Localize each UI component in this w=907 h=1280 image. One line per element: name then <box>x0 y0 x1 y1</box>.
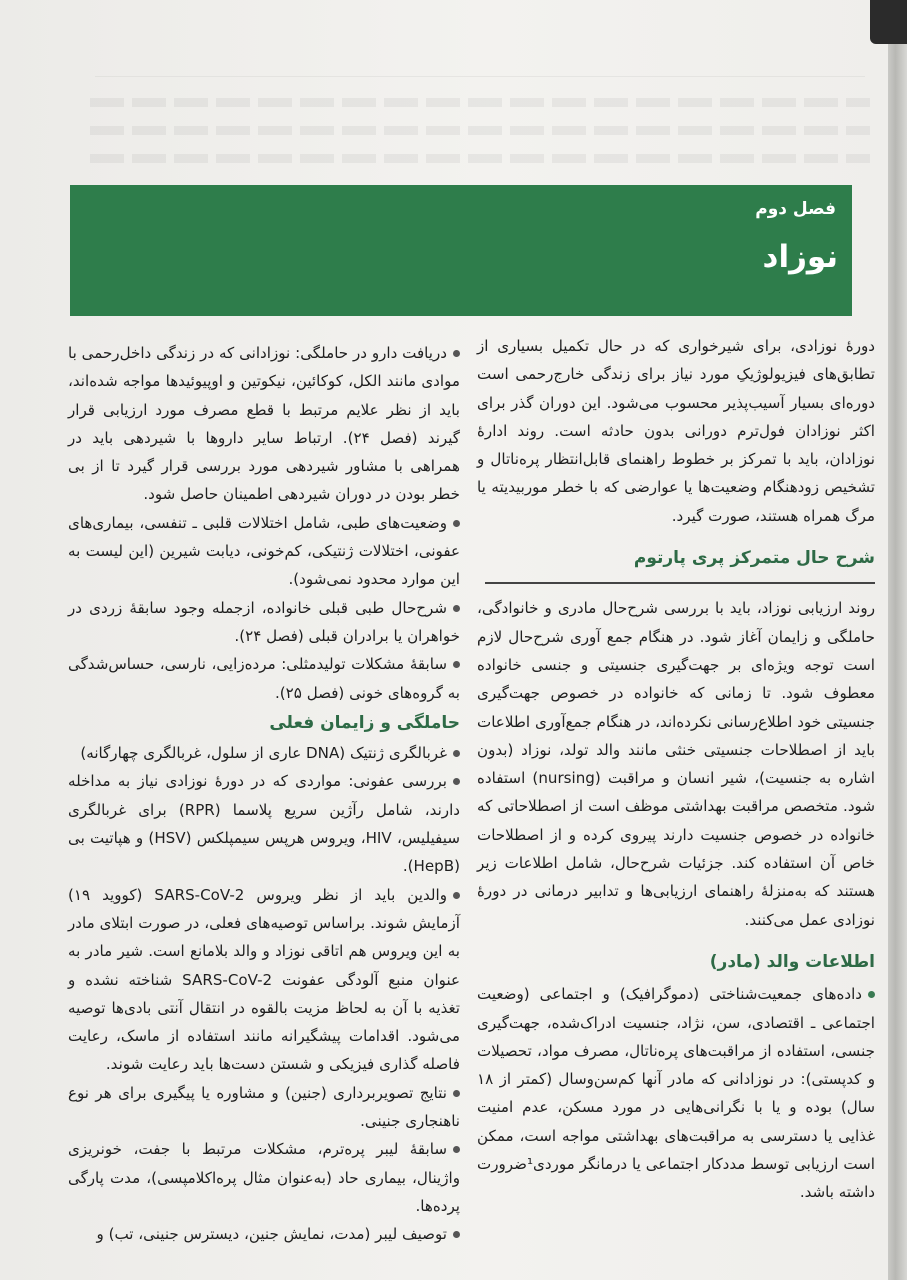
bleed-through-text <box>90 126 870 135</box>
left-column <box>68 339 460 1249</box>
bullet-icon <box>453 520 460 527</box>
bullet-text: وضعیت‌های طبی، شامل اختلالات قلبی ـ تنفسی، بیماری‌های عفونی، اختلالات ژنتیکی، کم‌خونی، دیابت شیرین (این لیست به این موارد محدود نمی‌شود). <box>68 513 460 589</box>
bullet-icon <box>453 1146 460 1153</box>
bullet-item <box>68 1079 460 1136</box>
bullet-icon <box>453 350 460 357</box>
perinatal-paragraph: روند ارزیابی نوزاد، باید با بررسی شرح‌حال مادری و خانوادگی، حاملگی و زایمان آغاز شود. در هنگام جمع آوری شرح‌حال لازم است توجه ویژه‌ای بر جهت‌گیری جنسیتی و جنسی خانواده معطوف شود. تا زمانی که خانواده در خصوص جهت‌گیری جنسیتی خود اطلاع‌رسانی نکرده‌اند، در هنگام جمع‌آوری اطلاعات باید از اصطلاحات جنسیتی خنثی مانند والد تولد، نوزاد (بدون اشاره به جنسیت)، شیر انسان و مراقبت (nursing) استفاده شود. متخصص مراقبت بهداشتی موظف است از اصطلاحاتی که خانواده در خصوص جنسیت دارند پیروی کرده و از اصطلاحات خاص آن استفاده کند. جزئیات شرح‌حال، شامل اطلاعات زیر هستند که به‌منزلهٔ راهنمای ارزیابی‌ها و تدابیر درمانی در دورهٔ نوزادی عمل می‌کنند. <box>477 599 875 929</box>
bullet-icon <box>453 892 460 899</box>
running-header <box>95 36 865 77</box>
bullet-item <box>68 1135 460 1220</box>
stacked-page-edge <box>888 0 907 1280</box>
chapter-label: فصل دوم <box>755 199 836 219</box>
bullet-text: والدین باید از نظر ویروس SARS-CoV-2 (کووید ۱۹) آزمایش شوند. براساس توصیه‌های فعلی، در صورت ابتلای مادر به این ویروس هم اتاقی نوزاد و والد بلامانع است. شیر مادر به عنوان منبع آلودگی عفونت SARS-CoV-2 شناخته نشده و تغذیه با آن به لحاظ مزیت بالقوه در انتقال آنتی بادی‌ها توصیه می‌شود. اقدامات پیشگیرانه مانند استفاده از ماسک، رعایت فاصله گذاری فیزیکی و شستن دست‌ها باید رعایت شوند. <box>68 885 461 1074</box>
section-heading-perinatal: شرح حال متمرکز پری پارتوم <box>633 548 875 569</box>
right-column <box>477 332 875 1207</box>
bullet-item <box>68 594 460 651</box>
bullet-text: نتایج تصویربرداری (جنین) و مشاوره یا پیگیری برای هر نوع ناهنجاری جنینی. <box>68 1083 460 1131</box>
bleed-through-text <box>90 98 870 107</box>
bullet-item <box>68 739 460 767</box>
bullet-item <box>68 509 460 594</box>
bullet-text: شرح‌حال طبی قبلی خانواده، ازجمله وجود سابقهٔ زردی در خواهران یا برادران قبلی (فصل ۲۴). <box>68 598 460 645</box>
bullet-item <box>68 650 460 707</box>
bullet-text: داده‌های جمعیت‌شناختی (دموگرافیک) و اجتماعی (وضعیت اجتماعی ـ اقتصادی، سن، نژاد، جنسیت ادراک‌شده، جهت‌گیری جنسی، استفاده از مراقبت‌های پره‌ناتال، مصرف مواد، تحصیلات و کدپستی): در نوزادانی که مادر آنها کم‌سن‌وسال (کمتر از ۱۸ سال) بوده و یا با نگرانی‌هایی در مورد مسکن، عدم امنیت غذایی یا دسترسی به مراقبت‌های بهداشتی مواجه است، ممکن است ارزیابی توسط مددکار اجتماعی یا درمانگر موردی¹ضرورت داشته باشد. <box>477 985 875 1202</box>
bullet-icon <box>453 778 460 785</box>
bullet-item <box>68 881 460 1079</box>
heading-divider <box>485 582 875 584</box>
bullet-item <box>68 339 460 509</box>
bullet-text: بررسی عفونی: مواردی که در دورهٔ نوزادی نیاز به مداخله دارند، شامل رآژین سریع پلاسما (RPR) برای غربالگری سیفیلیس، HIV، ویروس هرپس سیمپلکس (HSV) و هپاتیت بی (HepB). <box>68 772 461 876</box>
bullet-icon <box>868 991 875 998</box>
bullet-text: غربالگری ژنتیک (DNA عاری از سلول، غربالگری چهارگانه) <box>80 744 447 763</box>
chapter-title: نوزاد <box>762 239 838 275</box>
publisher-logo-icon <box>870 0 907 44</box>
section-heading-parent-info: اطلاعات والد (مادر) <box>709 951 875 972</box>
chapter-banner <box>70 185 852 316</box>
section-heading-pregnancy: حاملگی و زایمان فعلی <box>269 712 460 733</box>
bullet-item <box>477 980 875 1206</box>
bullet-icon <box>453 605 460 612</box>
bullet-text: سابقهٔ لیبر پره‌ترم، مشکلات مرتبط با جفت، خونریزی واژینال، بیماری حاد (به‌عنوان مثال پره‌اکلامپسی)، مدت پارگی پرده‌ها. <box>68 1140 460 1215</box>
bullet-item <box>68 767 460 880</box>
bullet-icon <box>453 750 460 757</box>
bullet-text: سابقهٔ مشکلات تولیدمثلی: مرده‌زایی، نارسی، حساس‌شدگی به گروه‌های خونی (فصل ۲۵). <box>68 655 460 702</box>
bleed-through-text <box>90 154 870 163</box>
bullet-text: دریافت دارو در حاملگی: نوزادانی که در زندگی داخل‌رحمی با موادی مانند الکل، کوکائین، نیکوتین و اوپیوئیدها مواجه شده‌اند، باید از نظر علایم مرتبط با قطع مصرف مورد ارزیابی قرار گیرند (فصل ۲۴). ارتباط سایر داروها با شیردهی باید در همراهی با مشاور شیردهی مورد بررسی قرار گیرد تا از بی خطر بودن در دوران شیردهی اطمینان حاصل شود. <box>68 344 460 504</box>
bullet-icon <box>453 661 460 668</box>
bullet-text: توصیف لیبر (مدت، نمایش جنین، دیسترس جنینی، تب) و <box>96 1225 447 1244</box>
bullet-item <box>68 1220 460 1248</box>
bullet-icon <box>453 1090 460 1097</box>
bullet-icon <box>453 1231 460 1238</box>
intro-paragraph: دورهٔ نوزادی، برای شیرخواری که در حال تکمیل بسیاری از تطابق‌های فیزیولوژیکِ مورد نیاز برای زندگی خارج‌رحمی است دوره‌ای بسیار آسیب‌پذیر محسوب می‌شود. این دوران گذر برای اکثر نوزادان فول‌ترم دورانی بدون حادثه است. روند ادارهٔ نوزادان، باید با تمرکز بر خطوط راهنمای قابل‌انتظار پره‌ناتال و تشخیص زودهنگام وضعیت‌ها یا عوارضی که با خطر موربیدیته یا مرگ همراه هستند، صورت گیرد. <box>477 337 875 525</box>
